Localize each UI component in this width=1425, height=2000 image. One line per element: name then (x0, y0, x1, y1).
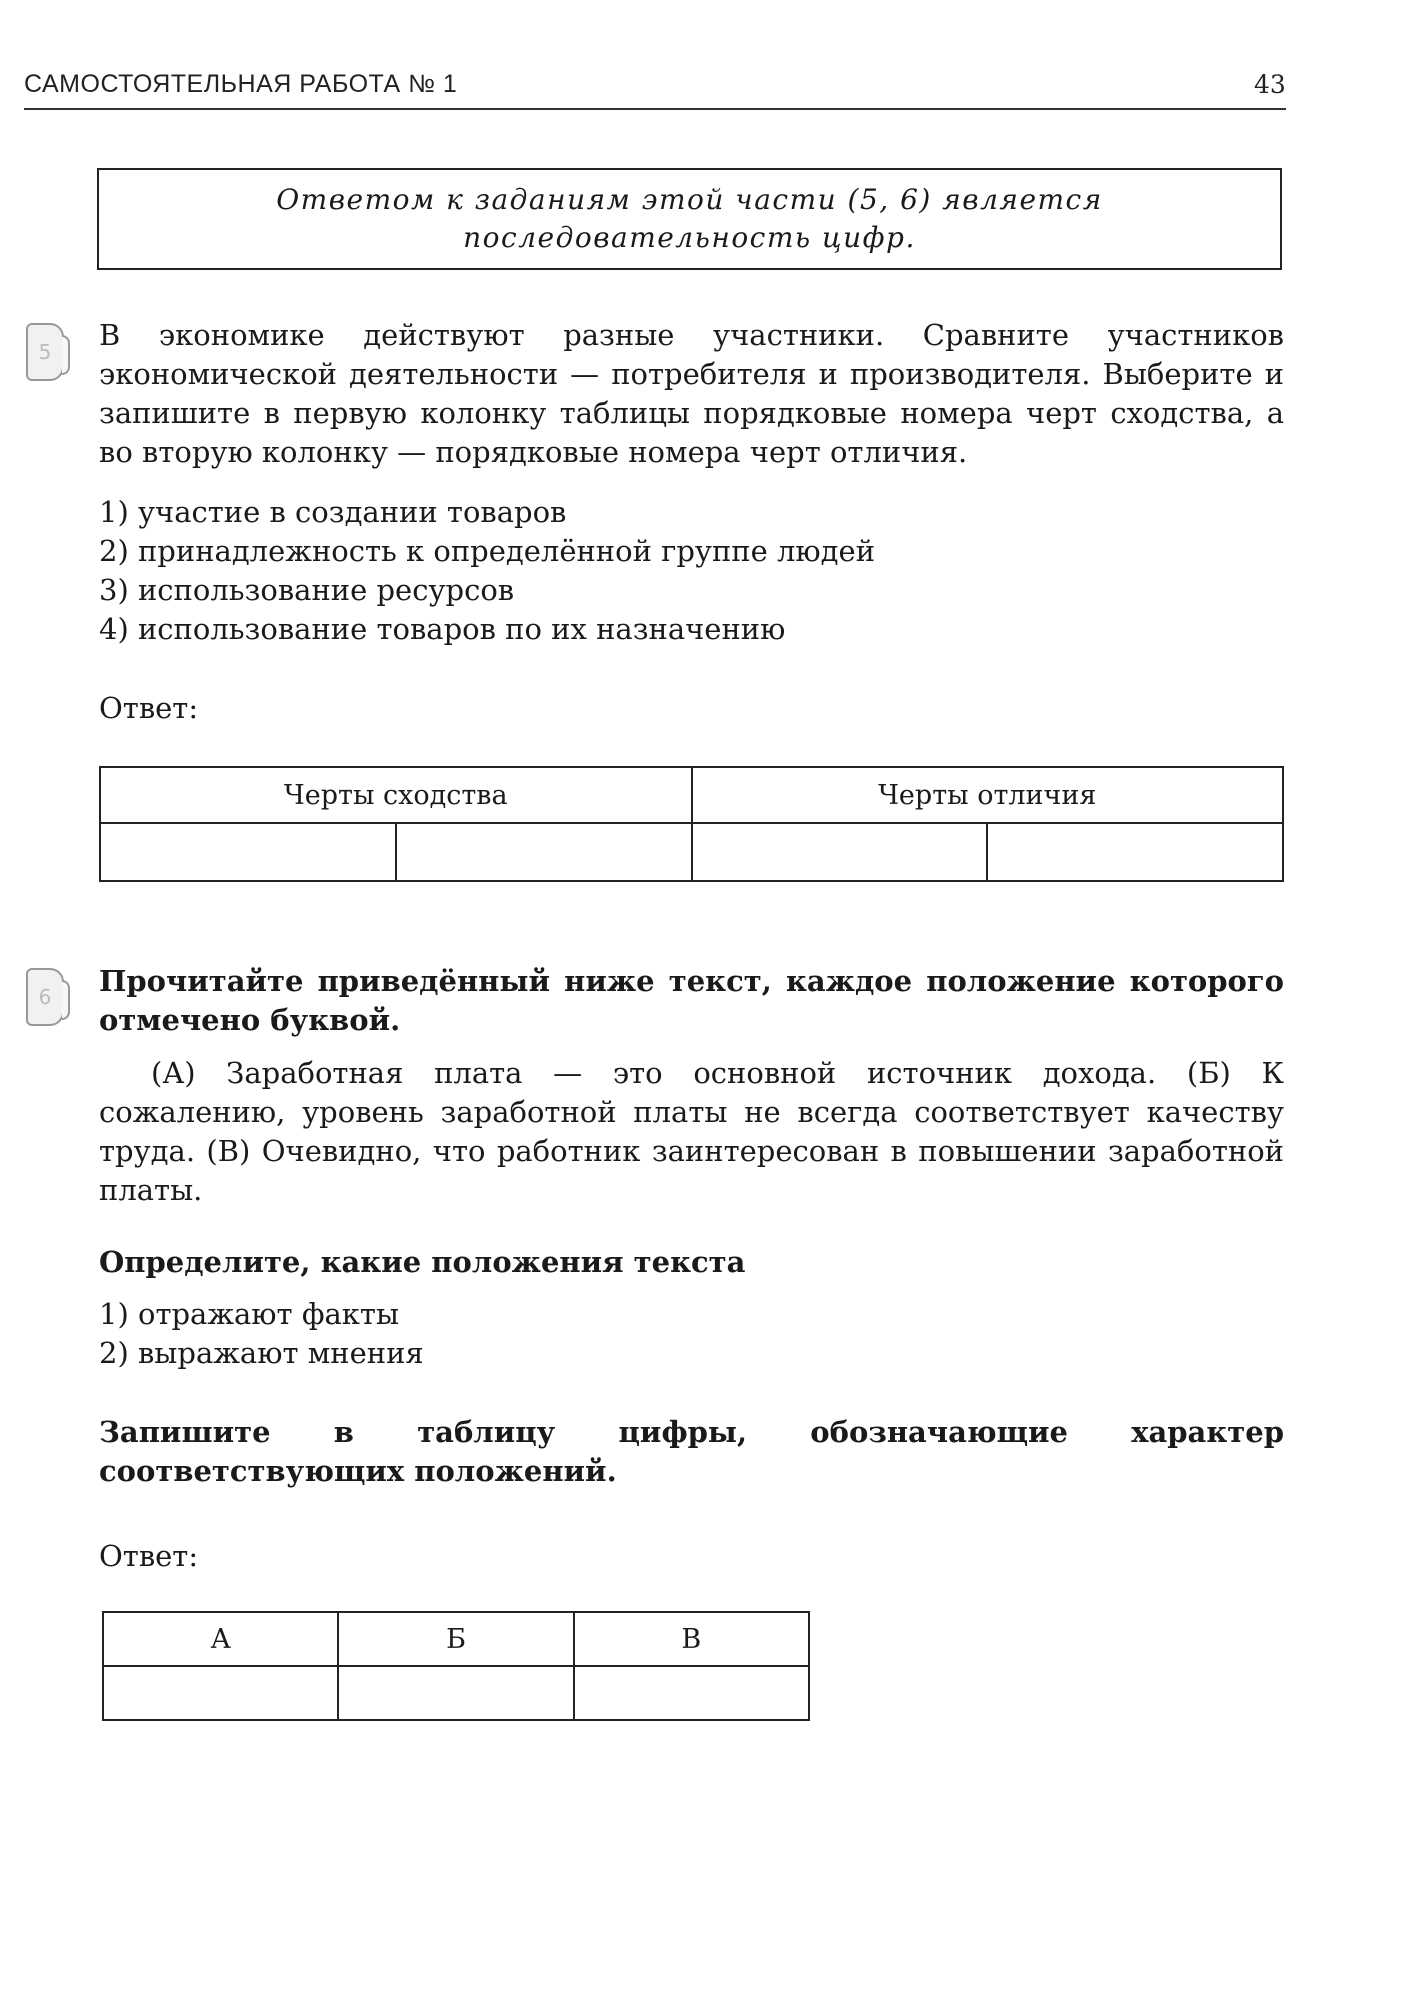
instruction-line-2: последовательность цифр. (463, 221, 916, 254)
task5-option: 3) использование ресурсов (99, 573, 515, 607)
header-a: А (103, 1612, 338, 1666)
task6-option: 2) выражают мнения (99, 1336, 424, 1370)
task5-answer-table (99, 766, 1284, 882)
task6-option: 1) отражают факты (99, 1297, 400, 1331)
answer-cell[interactable] (100, 823, 396, 881)
task5-answer-label: Ответ: (99, 691, 199, 725)
task5-text: В экономике действуют разные участники. Сравните участников экономической деятельности — потребителя и производителя. Выберите и запишите в первую колонку таблицы порядковые номера черт сходства, а во вторую колонку — порядковые номера черт отличия. (99, 318, 1284, 469)
header-divider (24, 108, 1286, 110)
task5-options (99, 493, 875, 649)
task6-options (99, 1295, 424, 1373)
header-b: Б (338, 1612, 573, 1666)
header-differences: Черты отличия (692, 767, 1284, 823)
answer-cell[interactable] (692, 823, 988, 881)
task-number-icon: 6 (26, 968, 64, 1026)
page-header-title: САМОСТОЯТЕЛЬНАЯ РАБОТА № 1 (24, 70, 458, 98)
answer-cell[interactable] (574, 1666, 809, 1720)
task6-question: Определите, какие положения текста (99, 1245, 746, 1279)
answer-cell[interactable] (103, 1666, 338, 1720)
header-v: В (574, 1612, 809, 1666)
answer-cell[interactable] (396, 823, 692, 881)
task6-instruction: Запишите в таблицу цифры, обозначающие характер соответствующих положений. (99, 1415, 1284, 1488)
header-similarities: Черты сходства (100, 767, 692, 823)
answer-cell[interactable] (987, 823, 1283, 881)
task-number-icon: 5 (26, 323, 64, 381)
task6-answer-table (102, 1611, 810, 1721)
answer-cell[interactable] (338, 1666, 573, 1720)
instruction-box (97, 168, 1282, 270)
instruction-line-1: Ответом к заданиям этой части (5, 6) является (276, 183, 1103, 216)
task5-option: 1) участие в создании товаров (99, 495, 567, 529)
task5-option: 4) использование товаров по их назначению (99, 612, 786, 646)
task5-option: 2) принадлежность к определённой группе людей (99, 534, 876, 568)
task6-answer-label: Ответ: (99, 1539, 199, 1573)
page-number: 43 (1254, 70, 1286, 99)
task6-intro: Прочитайте приведённый ниже текст, каждое положение которого отмечено буквой. (99, 964, 1284, 1037)
task6-passage: (А) Заработная плата — это основной источник дохода. (Б) К сожалению, уровень заработной платы не всегда соответствует качеству труда. (В) Очевидно, что работник заинтересован в повышении заработной платы. (99, 1056, 1284, 1207)
